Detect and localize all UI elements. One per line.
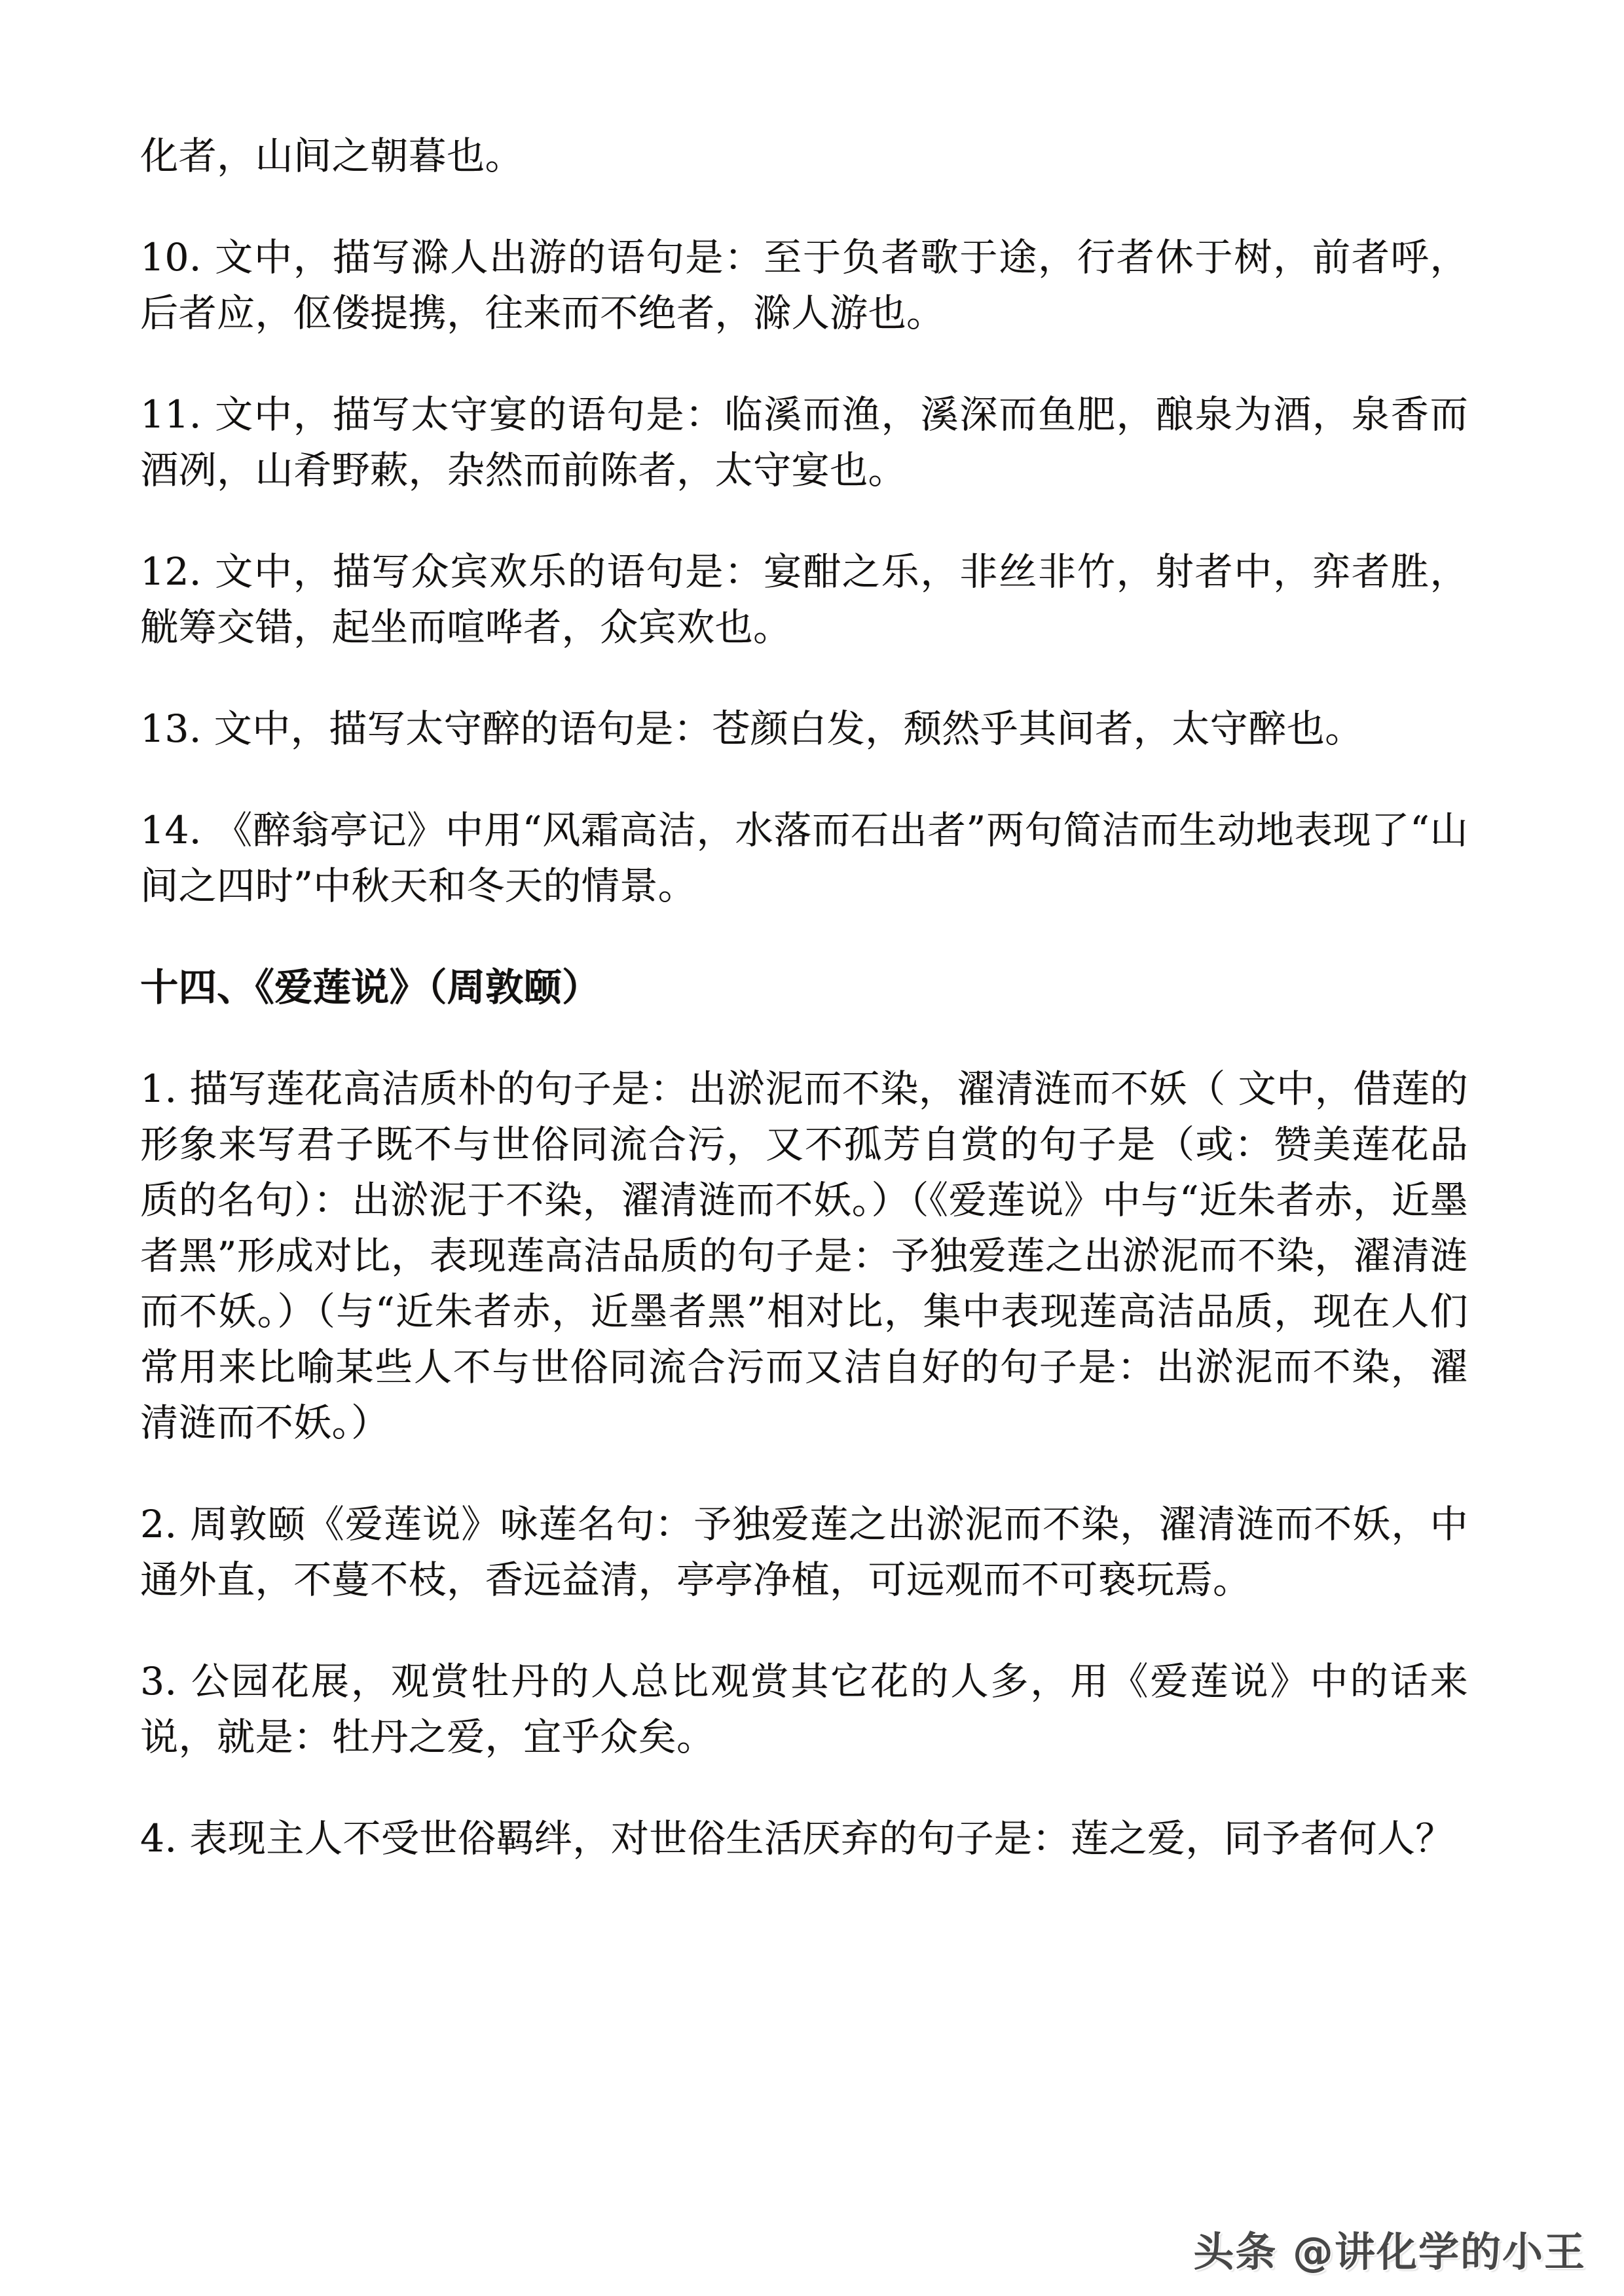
section-heading-ailianshuo: 十四、《爱莲说》（周敦颐） <box>140 965 600 1010</box>
paragraph-continuation: 化者，山间之朝暮也。 <box>140 134 524 178</box>
list-item-13: 13. 文中，描写太守醉的语句是：苍颜白发，颓然乎其间者，太守醉也。 <box>140 706 1363 751</box>
document-text-column <box>140 128 1468 1867</box>
list-item-12: 12. 文中，描写众宾欢乐的语句是：宴酣之乐，非丝非竹，射者中，弈者胜，觥筹交错，起坐而喧哗者，众宾欢也。 <box>140 549 1468 649</box>
section-list-item-4: 4. 表现主人不受世俗羁绊，对世俗生活厌弃的句子是：莲之爱，同予者何人？ <box>140 1816 1454 1861</box>
list-item-11: 11. 文中，描写太守宴的语句是：临溪而渔，溪深而鱼肥，酿泉为酒，泉香而酒冽，山肴野蔌，杂然而前陈者，太守宴也。 <box>140 392 1468 492</box>
list-item-14: 14. 《醉翁亭记》中用“风霜高洁，水落而石出者”两句简洁而生动地表现了“山间之四时”中秋天和冬天的情景。 <box>140 808 1468 908</box>
section-list-item-1: 1. 描写莲花高洁质朴的句子是：出淤泥而不染，濯清涟而不妖（ 文中，借莲的形象来写君子既不与世俗同流合污，又不孤芳自赏的句子是（或：赞美莲花品质的名句）：出淤泥于不染，濯清涟而不妖。）（《爱莲说》中与“近朱者赤，近墨者黑”形成对比，表现莲高洁品质的句子是：予独爱莲之出淤泥而不染，濯清涟而不妖。）（与“近朱者赤，近墨者黑”相对比，集中表现莲高洁品质，现在人们常用来比喻某些人不与世俗同流合污而又洁自好的句子是：出淤泥而不染，濯清涟而不妖。） <box>140 1066 1468 1445</box>
list-item-10: 10. 文中，描写滁人出游的语句是：至于负者歌于途，行者休于树，前者呼，后者应，伛偻提携，往来而不绝者，滁人游也。 <box>140 235 1468 335</box>
watermark: 头条 @讲化学的小王 <box>1193 2228 1586 2276</box>
section-list-item-2: 2. 周敦颐《爱莲说》咏莲名句：予独爱莲之出淤泥而不染，濯清涟而不妖，中通外直，不蔓不枝，香远益清，亭亭净植，可远观而不可亵玩焉。 <box>140 1502 1468 1602</box>
section-list-item-3: 3. 公园花展，观赏牡丹的人总比观赏其它花的人多，用《爱莲说》中的话来说，就是：牡丹之爱，宜乎众矣。 <box>140 1659 1468 1759</box>
